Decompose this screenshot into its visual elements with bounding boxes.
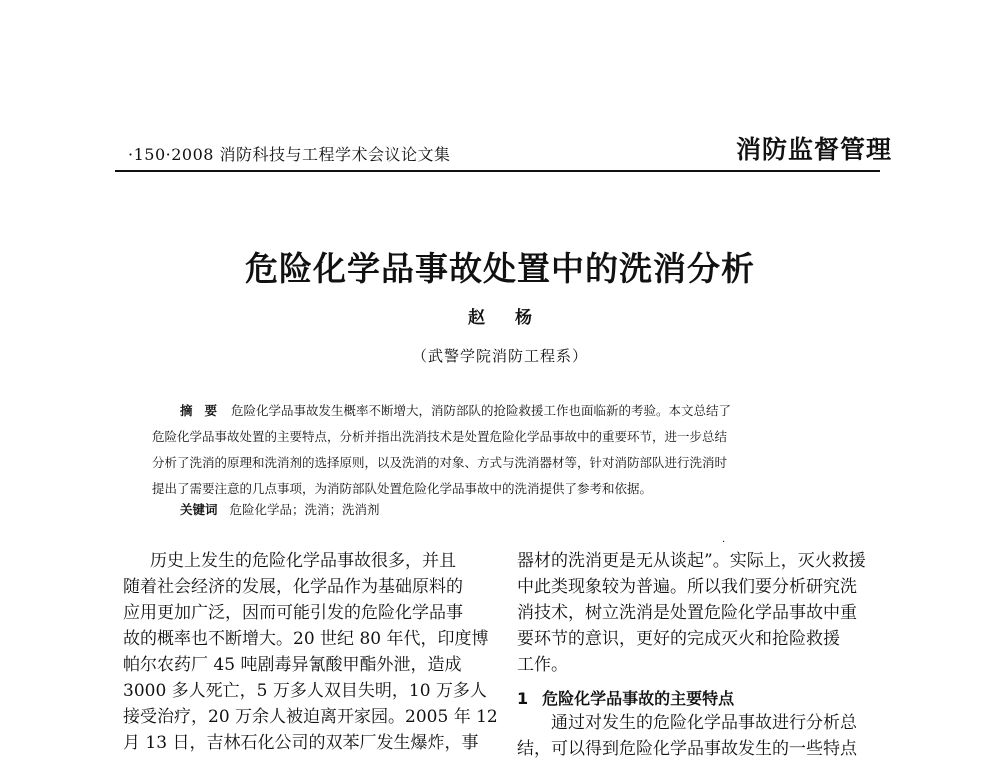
body-line-right: 器材的洗消更是无从谈起”。实际上，灭火救援 <box>517 551 866 571</box>
keywords-line <box>180 500 380 518</box>
keywords-text: 危险化学品；洗消；洗消剂 <box>229 502 380 517</box>
abstract-line: 危险化学品事故处置的主要特点，分析并指出洗消技术是处置危险化学品事故中的重要环节，进一步总结 <box>152 429 728 444</box>
body-line-left: 月 13 日，吉林石化公司的双苯厂发生爆炸，事 <box>123 733 479 753</box>
running-header-section: 消防监督管理 <box>736 135 893 164</box>
abstract-line <box>180 400 731 421</box>
body-line-left: 故的概率也不断增大。20 世纪 80 年代，印度博 <box>123 629 489 649</box>
body-line-right: 通过对发生的危险化学品事故进行分析总 <box>551 713 857 733</box>
abstract-line: 提出了需要注意的几点事项，为消防部队处置危险化学品事故中的洗消提供了参考和依据。 <box>152 481 653 496</box>
paper-title: 危险化学品事故处置中的洗消分析 <box>245 249 755 288</box>
body-line-right: 工作。 <box>517 655 568 675</box>
section-number: 1 <box>517 689 529 708</box>
section-heading <box>517 686 734 709</box>
body-line-left: 历史上发生的危险化学品事故很多，并且 <box>150 551 456 571</box>
body-line-left: 接受治疗，20 万余人被迫离开家园。2005 年 12 <box>123 707 498 727</box>
header-rule <box>115 170 880 172</box>
author: 赵 杨 <box>468 308 544 328</box>
abstract-text: 危险化学品事故发生概率不断增大，消防部队的抢险救援工作也面临新的考验。本文总结了 <box>231 403 732 418</box>
abstract-line: 分析了洗消的原理和洗消剂的选择原则，以及洗消的对象、方式与洗消器材等，针对消防部队进行洗消时 <box>152 455 728 470</box>
section-title: 危险化学品事故的主要特点 <box>542 689 735 708</box>
body-line-right: 结，可以得到危险化学品事故发生的一些特点 <box>517 739 857 759</box>
body-line-left: 随着社会经济的发展，化学品作为基础原料的 <box>123 577 463 597</box>
body-line-left: 应用更加广泛，因而可能引发的危险化学品事 <box>123 603 463 623</box>
keywords-label: 关键词 <box>180 502 218 517</box>
body-line-right: 要环节的意识，更好的完成灭火和抢险救援 <box>517 629 840 649</box>
body-line-right: 消技术，树立洗消是处置危险化学品事故中重 <box>517 603 857 623</box>
running-header-left: ·150·2008 消防科技与工程学术会议论文集 <box>128 145 451 164</box>
body-line-right: 中此类现象较为普遍。所以我们要分析研究洗 <box>517 577 857 597</box>
affiliation: （武警学院消防工程系） <box>411 347 588 365</box>
stray-dot-mark: · <box>722 537 726 548</box>
body-line-left: 帕尔农药厂 45 吨剧毒异氰酸甲酯外泄，造成 <box>123 655 462 675</box>
body-line-left: 3000 多人死亡，5 万多人双目失明，10 万多人 <box>123 681 487 701</box>
abstract-label: 摘要 <box>180 403 230 418</box>
